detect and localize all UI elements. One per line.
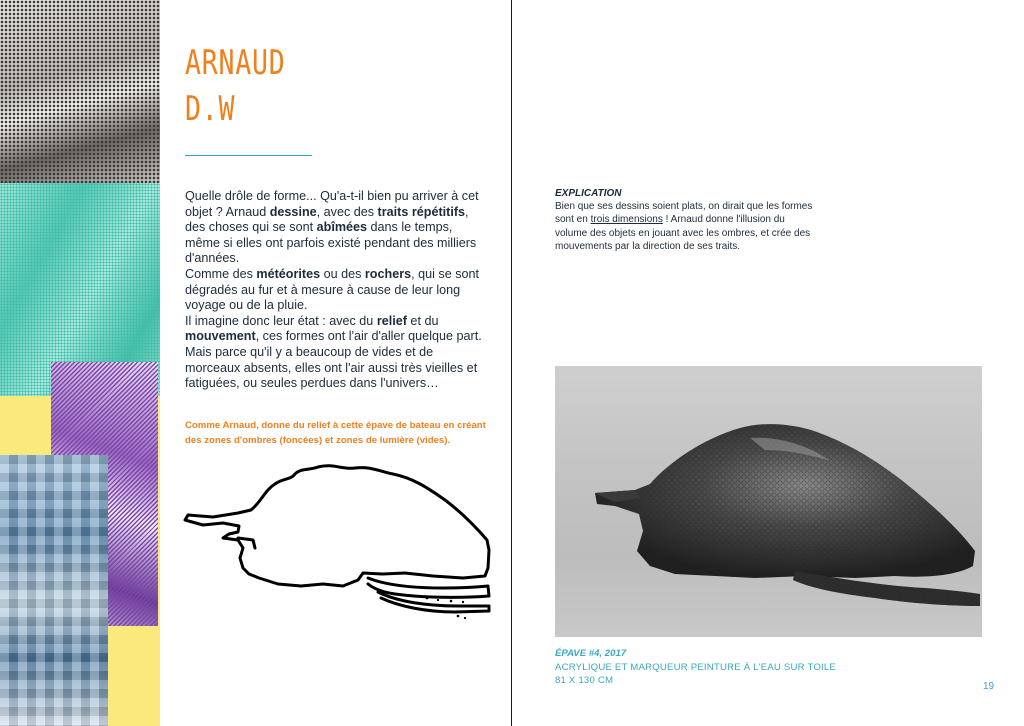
paragraph-1 <box>185 189 485 267</box>
artwork-photo <box>555 366 982 637</box>
bold-keyword: mouvement <box>185 329 256 344</box>
collage-strip <box>0 0 160 726</box>
explication-text-start: Bien que ses dessins soient plats, on dirait que les formes sont en <box>555 201 813 226</box>
shipwreck-outline-drawing <box>183 460 493 635</box>
bold-keyword: traits répétitifs <box>377 204 466 219</box>
text-segment: Comme des <box>185 266 257 281</box>
page-gutter <box>511 0 512 726</box>
artwork-medium: ACRYLIQUE ET MARQUEUR PEINTURE À L'EAU SUR TOILE <box>555 662 837 673</box>
activity-instruction: Comme Arnaud, donne du relief à cette épave de bateau en créant des zones d'ombres (foncées) et zones de lumière (vides). <box>185 420 486 446</box>
text-segment: dans le temps, même si elles ont parfois existé pendant des milliers d'années. <box>185 220 477 266</box>
page-number: 19 <box>983 681 995 692</box>
artwork-dimensions: 81 X 130 CM <box>555 675 614 686</box>
explication-link: trois dimensions <box>590 214 663 226</box>
explication-title: EXPLICATION <box>555 188 622 199</box>
artwork-title: ÉPAVE #4, 2017 <box>555 648 627 659</box>
artist-name <box>185 40 285 132</box>
text-segment: , avec des <box>316 204 378 219</box>
paragraph-2 <box>185 267 485 314</box>
explication-text <box>555 200 817 253</box>
artist-name-line1: ARNAUD <box>185 43 286 83</box>
text-segment: Il imagine donc leur état : avec du <box>185 313 377 328</box>
bold-keyword: dessine <box>269 204 317 219</box>
collage-blue-pixelated <box>0 455 108 726</box>
text-segment: et du <box>406 313 439 328</box>
collage-gray-halftone <box>0 0 160 185</box>
text-segment: , ces formes ont l'air d'aller quelque part. Mais parce qu'il y a beaucoup de vides et de morceaux absents, elles ont l'air aussi très vieilles et fatiguées, ou seules perdues dans l'univers… <box>185 329 482 391</box>
main-text <box>185 189 485 392</box>
artwork-shipwreck-drawing <box>555 366 982 637</box>
bold-keyword: météorites <box>256 266 321 281</box>
text-segment: , qui se sont dégradés au fur et à mesure à cause de leur long voyage ou de la pluie. <box>185 266 480 313</box>
bold-keyword: abîmées <box>316 220 368 235</box>
text-segment: Quelle drôle de forme... Qu'a-t-il bien pu arriver à cet objet ? Arnaud <box>185 189 479 219</box>
bold-keyword: relief <box>376 313 407 328</box>
paragraph-3 <box>185 314 485 392</box>
bold-keyword: rochers <box>364 266 412 281</box>
explication-text-end: ! Arnaud donne l'illusion du volume des objets en jouant avec les ombres, et crée des mouvements par la direction de ses traits. <box>555 214 811 252</box>
artist-name-line2: D.W <box>185 89 236 129</box>
title-divider <box>185 155 312 156</box>
text-segment: ou des <box>320 266 365 281</box>
text-segment: , des choses qui se sont <box>185 204 469 235</box>
